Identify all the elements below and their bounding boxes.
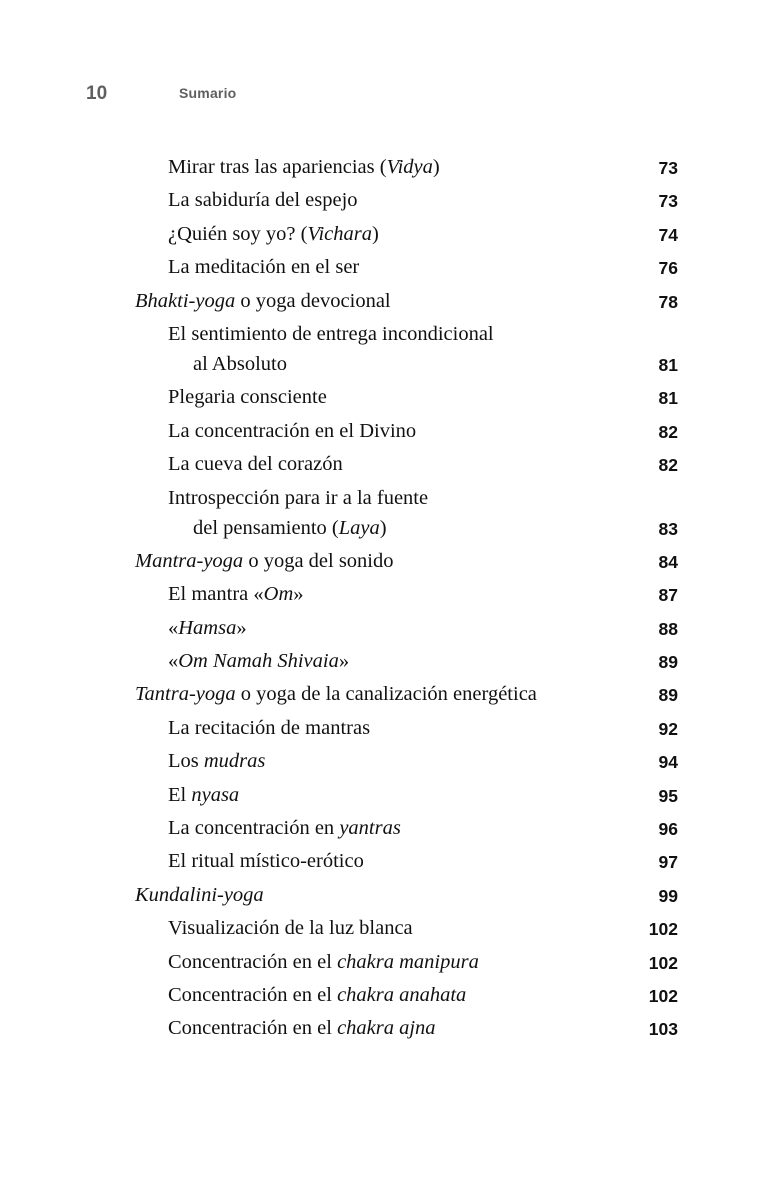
entry-title-italic: yantras (339, 817, 401, 840)
entry-title (168, 717, 370, 740)
entry-page-number: 95 (658, 785, 678, 806)
entry-title (168, 420, 416, 443)
entry-title-italic: Kundalini-yoga (135, 883, 264, 906)
entry-page-number: 92 (658, 718, 678, 739)
entry-page-number: 82 (658, 421, 678, 442)
entry-title-italic: Om Namah Shivaia (178, 650, 339, 673)
toc-entry (0, 219, 772, 252)
table-of-contents (0, 152, 772, 1047)
entry-title-text: Mirar tras las apariencias ( (168, 156, 387, 178)
entry-title-italic: mudras (203, 750, 266, 773)
entry-page-number: 102 (648, 952, 678, 973)
entry-title-text: » (338, 650, 350, 673)
entry-title (168, 817, 401, 840)
entry-title-italic: Vichara (307, 222, 373, 245)
entry-title-italic: nyasa (191, 783, 240, 806)
toc-entry (0, 980, 772, 1013)
toc-entry (0, 579, 772, 612)
entry-page-number: 84 (658, 551, 678, 572)
entry-title (168, 750, 265, 773)
entry-title-italic: Hamsa (178, 616, 237, 639)
entry-title-text: « (168, 616, 179, 639)
entry-page-number: 83 (658, 518, 678, 539)
entry-title (168, 784, 239, 807)
entry-title (168, 1017, 436, 1040)
entry-title-text: La concentración en el Divino (168, 419, 417, 442)
entry-title (168, 323, 494, 346)
toc-entry (0, 613, 772, 646)
entry-title (135, 884, 264, 907)
entry-page-number: 78 (658, 291, 678, 312)
entry-title (168, 386, 327, 409)
entry-title-italic: Mantra-yoga (135, 549, 244, 572)
entry-title-italic: Vidya (386, 156, 433, 178)
entry-page-number: 76 (658, 258, 678, 279)
entry-title-italic: chakra anahata (337, 983, 467, 1006)
entry-page-number: 73 (658, 191, 678, 212)
page-number: 10 (86, 83, 108, 104)
entry-title-text: Concentración en el (168, 983, 338, 1006)
entry-title-text: La concentración en (168, 817, 340, 840)
toc-entry (0, 913, 772, 946)
entry-title-text: El mantra « (168, 583, 264, 606)
entry-title-text: o yoga del sonido (243, 549, 394, 572)
toc-entry (0, 780, 772, 813)
toc-entry (0, 252, 772, 285)
entry-page-number: 89 (658, 652, 678, 673)
entry-page-number: 81 (658, 388, 678, 409)
entry-title (168, 850, 364, 873)
entry-title (168, 223, 379, 246)
entry-title (168, 650, 349, 673)
entry-title (168, 453, 343, 476)
toc-entry (0, 483, 772, 513)
entry-title-text: Los (168, 750, 204, 773)
entry-page-number: 99 (658, 885, 678, 906)
entry-title-italic: Tantra-yoga (135, 683, 236, 706)
entry-page-number: 96 (658, 819, 678, 840)
entry-page-number: 88 (658, 618, 678, 639)
entry-title-text: o yoga devocional (235, 289, 391, 312)
entry-title-text: » (293, 583, 304, 606)
entry-title (135, 290, 391, 313)
toc-entry (0, 713, 772, 746)
entry-page-number: 81 (658, 354, 678, 375)
entry-title-text: al Absoluto (193, 352, 287, 375)
entry-page-number: 82 (658, 455, 678, 476)
entry-title (135, 683, 537, 706)
entry-page-number: 73 (658, 158, 678, 178)
entry-title-text: del pensamiento ( (193, 516, 339, 539)
entry-title-italic: Laya (338, 516, 380, 539)
toc-entry (0, 185, 772, 218)
entry-title-italic: Om (263, 583, 294, 606)
toc-entry (0, 846, 772, 879)
entry-page-number: 102 (648, 985, 678, 1006)
toc-entry (0, 513, 772, 546)
entry-page-number: 89 (658, 685, 678, 706)
entry-title-text: ¿Quién soy yo? ( (168, 222, 308, 245)
entry-title-italic: chakra manipura (337, 950, 479, 973)
entry-title-text: ) (372, 222, 379, 245)
entry-title (168, 951, 479, 974)
toc-chapter-entry (0, 286, 772, 319)
entry-title-italic: chakra ajna (337, 1017, 436, 1040)
toc-entry (0, 947, 772, 980)
entry-title-text: Introspección para ir a la fuente (168, 486, 429, 509)
toc-entry (0, 319, 772, 349)
section-title: Sumario (179, 85, 237, 101)
entry-title (193, 353, 287, 376)
entry-title-text: » (236, 616, 247, 639)
entry-title (168, 189, 358, 212)
entry-page-number: 102 (648, 919, 678, 940)
entry-page-number: 74 (658, 224, 678, 245)
toc-entry (0, 449, 772, 482)
entry-title-text: Concentración en el (168, 950, 338, 973)
toc-chapter-entry (0, 880, 772, 913)
entry-title (168, 984, 466, 1007)
entry-title-text: Plegaria consciente (168, 386, 327, 409)
entry-title-text: ) (432, 156, 440, 178)
entry-title-text: Visualización de la luz blanca (168, 917, 413, 940)
entry-title-text: « (168, 650, 179, 673)
entry-title-italic: Bhakti-yoga (135, 289, 236, 312)
entry-title-text: El (168, 783, 192, 806)
entry-page-number: 97 (658, 852, 678, 873)
entry-title-text: La sabiduría del espejo (168, 189, 358, 212)
entry-title-text: o yoga de la canalización energética (235, 683, 537, 706)
toc-entry (0, 1013, 772, 1046)
toc-entry (0, 646, 772, 679)
entry-title (168, 583, 304, 606)
entry-title-text: La meditación en el ser (168, 256, 360, 279)
toc-entry (0, 349, 772, 382)
toc-entry (0, 813, 772, 846)
entry-title (168, 256, 359, 279)
toc-chapter-entry (0, 679, 772, 712)
toc-entry (0, 746, 772, 779)
entry-title (168, 617, 247, 640)
entry-title-text: El sentimiento de entrega incondicional (168, 322, 494, 345)
entry-title-text: El ritual místico-erótico (168, 850, 364, 873)
entry-title (168, 917, 413, 940)
toc-entry (0, 416, 772, 449)
entry-page-number: 87 (658, 585, 678, 606)
entry-title (135, 550, 394, 573)
entry-page-number: 103 (648, 1019, 678, 1040)
entry-title (168, 487, 428, 510)
entry-title-text: Concentración en el (168, 1017, 338, 1040)
entry-title (193, 517, 387, 540)
toc-chapter-entry (0, 546, 772, 579)
entry-title-text: La cueva del corazón (168, 453, 343, 476)
entry-title (168, 156, 440, 179)
toc-entry (0, 152, 772, 185)
entry-title-text: La recitación de mantras (168, 716, 371, 739)
entry-title-text: ) (379, 516, 387, 539)
toc-entry (0, 382, 772, 415)
entry-page-number: 94 (658, 752, 678, 773)
